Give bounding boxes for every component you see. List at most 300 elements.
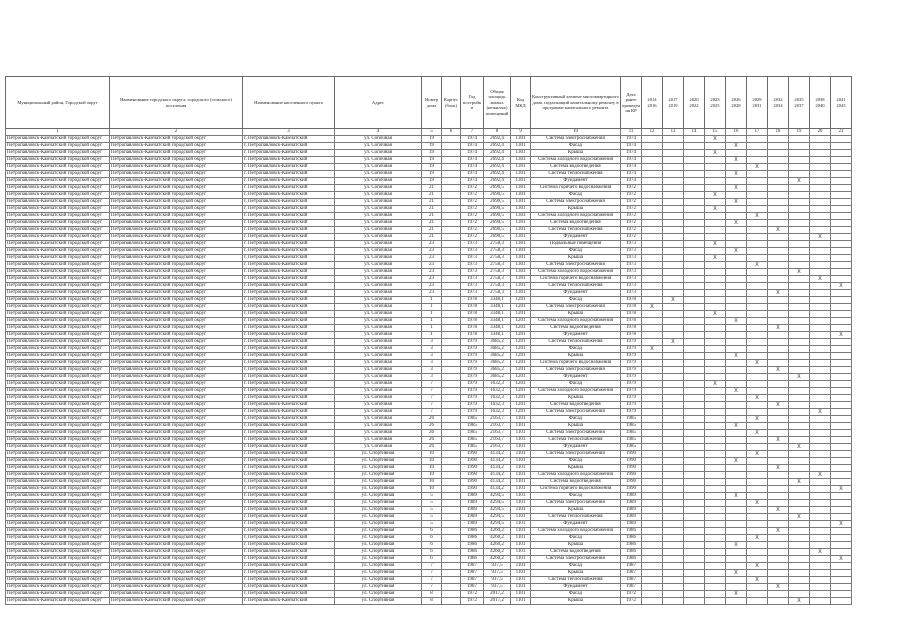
cell-plan-2029-2031 — [747, 339, 768, 346]
table-row — [6, 248, 852, 255]
cell-plan-2017-2019 — [663, 444, 684, 451]
cell-plan-2038-2040 — [810, 367, 831, 374]
cell-district: Петропавловск-Камчатский городской округ — [6, 269, 110, 276]
cell-mkd-code: 1101 — [511, 507, 531, 514]
cell-address: ул. Сопочная — [335, 178, 422, 185]
cell-area: 2758,3 — [484, 262, 511, 269]
cell-plan-2041-2043 — [831, 535, 852, 542]
header-period — [747, 77, 768, 129]
table-row — [6, 164, 852, 171]
cell-mkd-code: 1201 — [511, 388, 531, 395]
cell-plan-2023-2025 — [705, 479, 726, 486]
cell-settlement: Петропавловск-Камчатский городской округ — [110, 549, 243, 556]
cell-plan-2038-2040 — [810, 577, 831, 584]
cell-locality: г. Петропавловск-Камчатский — [243, 563, 335, 570]
cell-area: 4294,5 — [484, 521, 511, 528]
cell-plan-2014-2016 — [642, 437, 663, 444]
cell-block — [442, 444, 461, 451]
cell-plan-2026-2028: X — [726, 171, 747, 178]
cell-plan-2026-2028 — [726, 507, 747, 514]
table-row — [6, 500, 852, 507]
table-row — [6, 220, 852, 227]
cell-plan-2023-2025 — [705, 556, 726, 563]
cell-element: Система электроснабжения — [531, 262, 621, 269]
cell-plan-2023-2025 — [705, 227, 726, 234]
cell-plan-2038-2040 — [810, 269, 831, 276]
cell-settlement: Петропавловск-Камчатский городской округ — [110, 500, 243, 507]
cell-plan-2032-2034: X — [768, 528, 789, 535]
cell-locality: г. Петропавловск-Камчатский — [243, 206, 335, 213]
cell-plan-2026-2028 — [726, 521, 747, 528]
cell-plan-2035-2037: X — [789, 444, 810, 451]
cell-last-repair: 1973 — [621, 269, 642, 276]
cell-plan-2026-2028 — [726, 535, 747, 542]
cell-area: 4260,2 — [484, 535, 511, 542]
cell-house-number: 19 — [422, 157, 442, 164]
cell-plan-2026-2028: X — [726, 199, 747, 206]
table-row — [6, 213, 852, 220]
cell-plan-2029-2031 — [747, 171, 768, 178]
cell-block — [442, 549, 461, 556]
cell-plan-2038-2040 — [810, 458, 831, 465]
cell-plan-2029-2031 — [747, 234, 768, 241]
cell-plan-2020-2022 — [684, 234, 705, 241]
cell-plan-2014-2016 — [642, 178, 663, 185]
cell-block — [442, 423, 461, 430]
cell-block — [442, 220, 461, 227]
cell-house-number: 3 — [422, 353, 442, 360]
cell-element: Система водоотведения — [531, 549, 621, 556]
cell-plan-2017-2019 — [663, 248, 684, 255]
header-period — [684, 77, 705, 129]
cell-plan-2017-2019 — [663, 325, 684, 332]
cell-build-year: 1989 — [461, 507, 484, 514]
cell-house-number: 5 — [422, 493, 442, 500]
cell-locality: г. Петропавловск-Камчатский — [243, 241, 335, 248]
cell-plan-2029-2031 — [747, 255, 768, 262]
cell-plan-2014-2016 — [642, 549, 663, 556]
cell-plan-2038-2040 — [810, 437, 831, 444]
cell-plan-2026-2028 — [726, 262, 747, 269]
cell-plan-2026-2028 — [726, 276, 747, 283]
cell-plan-2041-2043 — [831, 262, 852, 269]
cell-house-number: 6 — [422, 549, 442, 556]
cell-address: ул. Сопочная — [335, 276, 422, 283]
cell-plan-2038-2040: X — [810, 549, 831, 556]
cell-plan-2023-2025: X — [705, 381, 726, 388]
cell-plan-2041-2043 — [831, 360, 852, 367]
cell-district: Петропавловск-Камчатский городской округ — [6, 458, 110, 465]
cell-element: Система водоотведения — [531, 325, 621, 332]
cell-block — [442, 374, 461, 381]
cell-block — [442, 297, 461, 304]
cell-address: ул. Сопочная — [335, 262, 422, 269]
cell-element: Крыша — [531, 542, 621, 549]
cell-plan-2032-2034 — [768, 451, 789, 458]
cell-mkd-code: 1201 — [511, 318, 531, 325]
period-to-year: 2028 — [731, 102, 741, 108]
cell-last-repair: 1974 — [621, 157, 642, 164]
cell-district: Петропавловск-Камчатский городской округ — [6, 136, 110, 143]
table-row — [6, 157, 852, 164]
cell-block — [442, 234, 461, 241]
period-from-year: 2041 — [836, 97, 846, 103]
cell-plan-2038-2040 — [810, 360, 831, 367]
cell-plan-2026-2028 — [726, 283, 747, 290]
cell-plan-2026-2028: X — [726, 458, 747, 465]
cell-plan-2032-2034 — [768, 185, 789, 192]
header-period — [705, 77, 726, 129]
cell-element: Крыша — [531, 507, 621, 514]
cell-build-year: 1973 — [461, 248, 484, 255]
cell-block — [442, 332, 461, 339]
cell-settlement: Петропавловск-Камчатский городской округ — [110, 556, 243, 563]
cell-plan-2023-2025 — [705, 164, 726, 171]
cell-house-number: 5 — [422, 521, 442, 528]
cell-plan-2023-2025 — [705, 283, 726, 290]
cell-address: ул. Сопочная — [335, 150, 422, 157]
cell-settlement: Петропавловск-Камчатский городской округ — [110, 164, 243, 171]
cell-plan-2017-2019 — [663, 577, 684, 584]
cell-district: Петропавловск-Камчатский городской округ — [6, 521, 110, 528]
cell-plan-2014-2016 — [642, 325, 663, 332]
cell-element: Система теплоснабжения — [531, 227, 621, 234]
cell-build-year: 1978 — [461, 318, 484, 325]
cell-area: 2758,3 — [484, 241, 511, 248]
cell-plan-2029-2031 — [747, 598, 768, 605]
cell-last-repair: 1979 — [621, 367, 642, 374]
cell-plan-2035-2037 — [789, 276, 810, 283]
cell-last-repair: 1974 — [621, 178, 642, 185]
cell-block — [442, 486, 461, 493]
cell-house-number: 3 — [422, 367, 442, 374]
cell-plan-2020-2022 — [684, 437, 705, 444]
cell-address: ул. Сопочная — [335, 297, 422, 304]
cell-plan-2020-2022 — [684, 493, 705, 500]
cell-plan-2023-2025 — [705, 346, 726, 353]
cell-plan-2032-2034: X — [768, 507, 789, 514]
cell-element: Крыша — [531, 255, 621, 262]
cell-plan-2029-2031: X — [747, 535, 768, 542]
cell-plan-2038-2040 — [810, 528, 831, 535]
cell-plan-2017-2019 — [663, 521, 684, 528]
cell-plan-2020-2022 — [684, 591, 705, 598]
cell-mkd-code: 1101 — [511, 430, 531, 437]
cell-house-number: 6 — [422, 556, 442, 563]
cell-plan-2041-2043 — [831, 311, 852, 318]
cell-build-year: 1986 — [461, 549, 484, 556]
cell-area: 2690,5 — [484, 206, 511, 213]
cell-build-year: 1972 — [461, 192, 484, 199]
cell-block — [442, 556, 461, 563]
cell-plan-2017-2019 — [663, 332, 684, 339]
cell-locality: г. Петропавловск-Камчатский — [243, 255, 335, 262]
cell-plan-2041-2043 — [831, 542, 852, 549]
cell-house-number: 1 — [422, 318, 442, 325]
cell-plan-2020-2022 — [684, 521, 705, 528]
cell-plan-2014-2016 — [642, 479, 663, 486]
cell-plan-2023-2025 — [705, 451, 726, 458]
cell-plan-2029-2031 — [747, 199, 768, 206]
cell-build-year: 1986 — [461, 542, 484, 549]
cell-plan-2020-2022 — [684, 584, 705, 591]
cell-block — [442, 276, 461, 283]
cell-block — [442, 402, 461, 409]
cell-plan-2014-2016 — [642, 290, 663, 297]
cell-element: Фундамент — [531, 332, 621, 339]
cell-address: ул. Сопочная — [335, 353, 422, 360]
cell-settlement: Петропавловск-Камчатский городской округ — [110, 206, 243, 213]
cell-settlement: Петропавловск-Камчатский городской округ — [110, 472, 243, 479]
cell-area: 937,5 — [484, 563, 511, 570]
cell-plan-2029-2031 — [747, 220, 768, 227]
cell-area: 2692,4 — [484, 164, 511, 171]
cell-house-number: 21 — [422, 213, 442, 220]
cell-district: Петропавловск-Камчатский городской округ — [6, 339, 110, 346]
cell-district: Петропавловск-Камчатский городской округ — [6, 346, 110, 353]
cell-last-repair: 1972 — [621, 192, 642, 199]
cell-locality: г. Петропавловск-Камчатский — [243, 164, 335, 171]
cell-plan-2023-2025 — [705, 262, 726, 269]
cell-plan-2032-2034 — [768, 178, 789, 185]
cell-district: Петропавловск-Камчатский городской округ — [6, 479, 110, 486]
cell-plan-2014-2016 — [642, 493, 663, 500]
cell-area: 2163,7 — [484, 437, 511, 444]
cell-plan-2032-2034: X — [768, 325, 789, 332]
cell-plan-2038-2040 — [810, 297, 831, 304]
cell-mkd-code: 1301 — [511, 269, 531, 276]
cell-locality: г. Петропавловск-Камчатский — [243, 570, 335, 577]
cell-address: ул. Спортивная — [335, 535, 422, 542]
period-from-year: 2026 — [731, 97, 741, 103]
cell-plan-2035-2037 — [789, 290, 810, 297]
cell-plan-2014-2016 — [642, 332, 663, 339]
cell-district: Петропавловск-Камчатский городской округ — [6, 451, 110, 458]
cell-plan-2023-2025 — [705, 584, 726, 591]
cell-block — [442, 584, 461, 591]
cell-plan-2032-2034 — [768, 283, 789, 290]
cell-build-year: 1972 — [461, 598, 484, 605]
cell-locality: г. Петропавловск-Камчатский — [243, 514, 335, 521]
cell-locality: г. Петропавловск-Камчатский — [243, 269, 335, 276]
cell-plan-2020-2022 — [684, 374, 705, 381]
cell-mkd-code: 1101 — [511, 591, 531, 598]
cell-house-number: 1 — [422, 304, 442, 311]
cell-block — [442, 563, 461, 570]
cell-plan-2026-2028 — [726, 290, 747, 297]
cell-plan-2014-2016 — [642, 262, 663, 269]
cell-plan-2020-2022 — [684, 339, 705, 346]
cell-last-repair: 1979 — [621, 339, 642, 346]
cell-build-year: 1972 — [461, 234, 484, 241]
cell-plan-2035-2037 — [789, 395, 810, 402]
table-row — [6, 318, 852, 325]
cell-area: 2692,4 — [484, 178, 511, 185]
cell-area: 4134,2 — [484, 486, 511, 493]
column-number: 16 — [726, 129, 747, 136]
cell-plan-2038-2040 — [810, 374, 831, 381]
cell-build-year: 1989 — [461, 521, 484, 528]
cell-plan-2023-2025 — [705, 339, 726, 346]
cell-address: ул. Сопочная — [335, 423, 422, 430]
cell-build-year: 1972 — [461, 591, 484, 598]
cell-mkd-code: 1301 — [511, 150, 531, 157]
cell-plan-2029-2031 — [747, 241, 768, 248]
cell-plan-2014-2016 — [642, 556, 663, 563]
cell-district: Петропавловск-Камчатский городской округ — [6, 556, 110, 563]
header-last-repair: Дата ранее проведения КР — [621, 77, 642, 129]
cell-plan-2020-2022 — [684, 360, 705, 367]
cell-locality: г. Петропавловск-Камчатский — [243, 220, 335, 227]
cell-plan-2023-2025 — [705, 220, 726, 227]
cell-house-number: 19 — [422, 164, 442, 171]
column-number: 3 — [243, 129, 335, 136]
cell-area: 4294,5 — [484, 514, 511, 521]
cell-settlement: Петропавловск-Камчатский городской округ — [110, 332, 243, 339]
cell-plan-2026-2028: X — [726, 185, 747, 192]
cell-address: ул. Сопочная — [335, 220, 422, 227]
cell-plan-2035-2037 — [789, 297, 810, 304]
cell-plan-2035-2037 — [789, 500, 810, 507]
cell-mkd-code: 1201 — [511, 353, 531, 360]
cell-plan-2026-2028 — [726, 472, 747, 479]
cell-plan-2035-2037 — [789, 563, 810, 570]
cell-mkd-code: 1301 — [511, 171, 531, 178]
cell-plan-2038-2040 — [810, 479, 831, 486]
cell-plan-2032-2034 — [768, 479, 789, 486]
cell-plan-2020-2022 — [684, 248, 705, 255]
cell-settlement: Петропавловск-Камчатский городской округ — [110, 598, 243, 605]
cell-address: ул. Спортивная — [335, 479, 422, 486]
cell-plan-2038-2040 — [810, 143, 831, 150]
cell-build-year: 1987 — [461, 570, 484, 577]
cell-plan-2041-2043 — [831, 269, 852, 276]
cell-mkd-code: 1201 — [511, 374, 531, 381]
cell-plan-2020-2022 — [684, 353, 705, 360]
cell-plan-2029-2031 — [747, 486, 768, 493]
cell-plan-2029-2031: X — [747, 164, 768, 171]
cell-build-year: 1990 — [461, 458, 484, 465]
cell-plan-2041-2043 — [831, 493, 852, 500]
cell-mkd-code: 1201 — [511, 409, 531, 416]
cell-plan-2014-2016 — [642, 164, 663, 171]
cell-plan-2026-2028 — [726, 437, 747, 444]
cell-plan-2038-2040 — [810, 325, 831, 332]
cell-area: 4134,2 — [484, 458, 511, 465]
cell-mkd-code: 1301 — [511, 199, 531, 206]
table-row — [6, 423, 852, 430]
cell-plan-2032-2034 — [768, 486, 789, 493]
cell-plan-2014-2016 — [642, 276, 663, 283]
cell-plan-2026-2028: X — [726, 423, 747, 430]
cell-plan-2041-2043: X — [831, 521, 852, 528]
cell-plan-2023-2025 — [705, 360, 726, 367]
cell-element: Фасад — [531, 458, 621, 465]
cell-plan-2038-2040 — [810, 584, 831, 591]
table-header — [6, 77, 852, 136]
cell-plan-2023-2025: X — [705, 150, 726, 157]
cell-plan-2017-2019 — [663, 234, 684, 241]
period-from-year: 2029 — [752, 97, 762, 103]
cell-plan-2029-2031 — [747, 185, 768, 192]
cell-plan-2038-2040 — [810, 206, 831, 213]
table-row — [6, 584, 852, 591]
cell-mkd-code: 1301 — [511, 157, 531, 164]
table-row — [6, 262, 852, 269]
cell-element: Фасад — [531, 416, 621, 423]
cell-plan-2020-2022 — [684, 255, 705, 262]
cell-plan-2017-2019 — [663, 157, 684, 164]
cell-settlement: Петропавловск-Камчатский городской округ — [110, 150, 243, 157]
cell-element: Система теплоснабжения — [531, 283, 621, 290]
cell-settlement: Петропавловск-Камчатский городской округ — [110, 290, 243, 297]
cell-mkd-code: 1101 — [511, 416, 531, 423]
cell-plan-2017-2019 — [663, 542, 684, 549]
cell-block — [442, 535, 461, 542]
cell-district: Петропавловск-Камчатский городской округ — [6, 549, 110, 556]
cell-plan-2041-2043 — [831, 395, 852, 402]
cell-plan-2014-2016 — [642, 234, 663, 241]
cell-plan-2020-2022 — [684, 136, 705, 143]
cell-plan-2035-2037 — [789, 430, 810, 437]
cell-house-number: 26 — [422, 444, 442, 451]
cell-plan-2017-2019 — [663, 479, 684, 486]
cell-plan-2035-2037 — [789, 423, 810, 430]
cell-plan-2035-2037 — [789, 521, 810, 528]
cell-address: ул. Сопочная — [335, 374, 422, 381]
cell-district: Петропавловск-Камчатский городской округ — [6, 325, 110, 332]
cell-last-repair: 1973 — [621, 262, 642, 269]
cell-plan-2023-2025 — [705, 507, 726, 514]
cell-settlement: Петропавловск-Камчатский городской округ — [110, 416, 243, 423]
cell-plan-2023-2025 — [705, 444, 726, 451]
cell-plan-2020-2022 — [684, 549, 705, 556]
cell-plan-2017-2019 — [663, 472, 684, 479]
cell-plan-2032-2034 — [768, 332, 789, 339]
cell-locality: г. Петропавловск-Камчатский — [243, 451, 335, 458]
cell-area: 4260,2 — [484, 528, 511, 535]
cell-build-year: 1979 — [461, 374, 484, 381]
cell-element: Фасад — [531, 297, 621, 304]
cell-plan-2035-2037 — [789, 493, 810, 500]
cell-locality: г. Петропавловск-Камчатский — [243, 178, 335, 185]
cell-plan-2017-2019 — [663, 598, 684, 605]
cell-plan-2020-2022 — [684, 528, 705, 535]
cell-last-repair: 1974 — [621, 164, 642, 171]
cell-area: 3685,2 — [484, 353, 511, 360]
cell-last-repair: 1972 — [621, 220, 642, 227]
cell-plan-2035-2037 — [789, 255, 810, 262]
cell-plan-2038-2040 — [810, 255, 831, 262]
cell-plan-2041-2043 — [831, 192, 852, 199]
cell-address: ул. Спортивная — [335, 563, 422, 570]
header-row — [6, 77, 852, 129]
cell-plan-2032-2034: X — [768, 465, 789, 472]
cell-plan-2032-2034 — [768, 444, 789, 451]
cell-plan-2014-2016 — [642, 465, 663, 472]
cell-plan-2014-2016 — [642, 584, 663, 591]
cell-last-repair: 1972 — [621, 591, 642, 598]
cell-address: ул. Сопочная — [335, 409, 422, 416]
cell-area: 2758,3 — [484, 283, 511, 290]
cell-settlement: Петропавловск-Камчатский городской округ — [110, 255, 243, 262]
table-row — [6, 311, 852, 318]
cell-block — [442, 227, 461, 234]
table-row — [6, 577, 852, 584]
cell-plan-2026-2028 — [726, 409, 747, 416]
cell-plan-2032-2034 — [768, 423, 789, 430]
cell-plan-2041-2043 — [831, 290, 852, 297]
